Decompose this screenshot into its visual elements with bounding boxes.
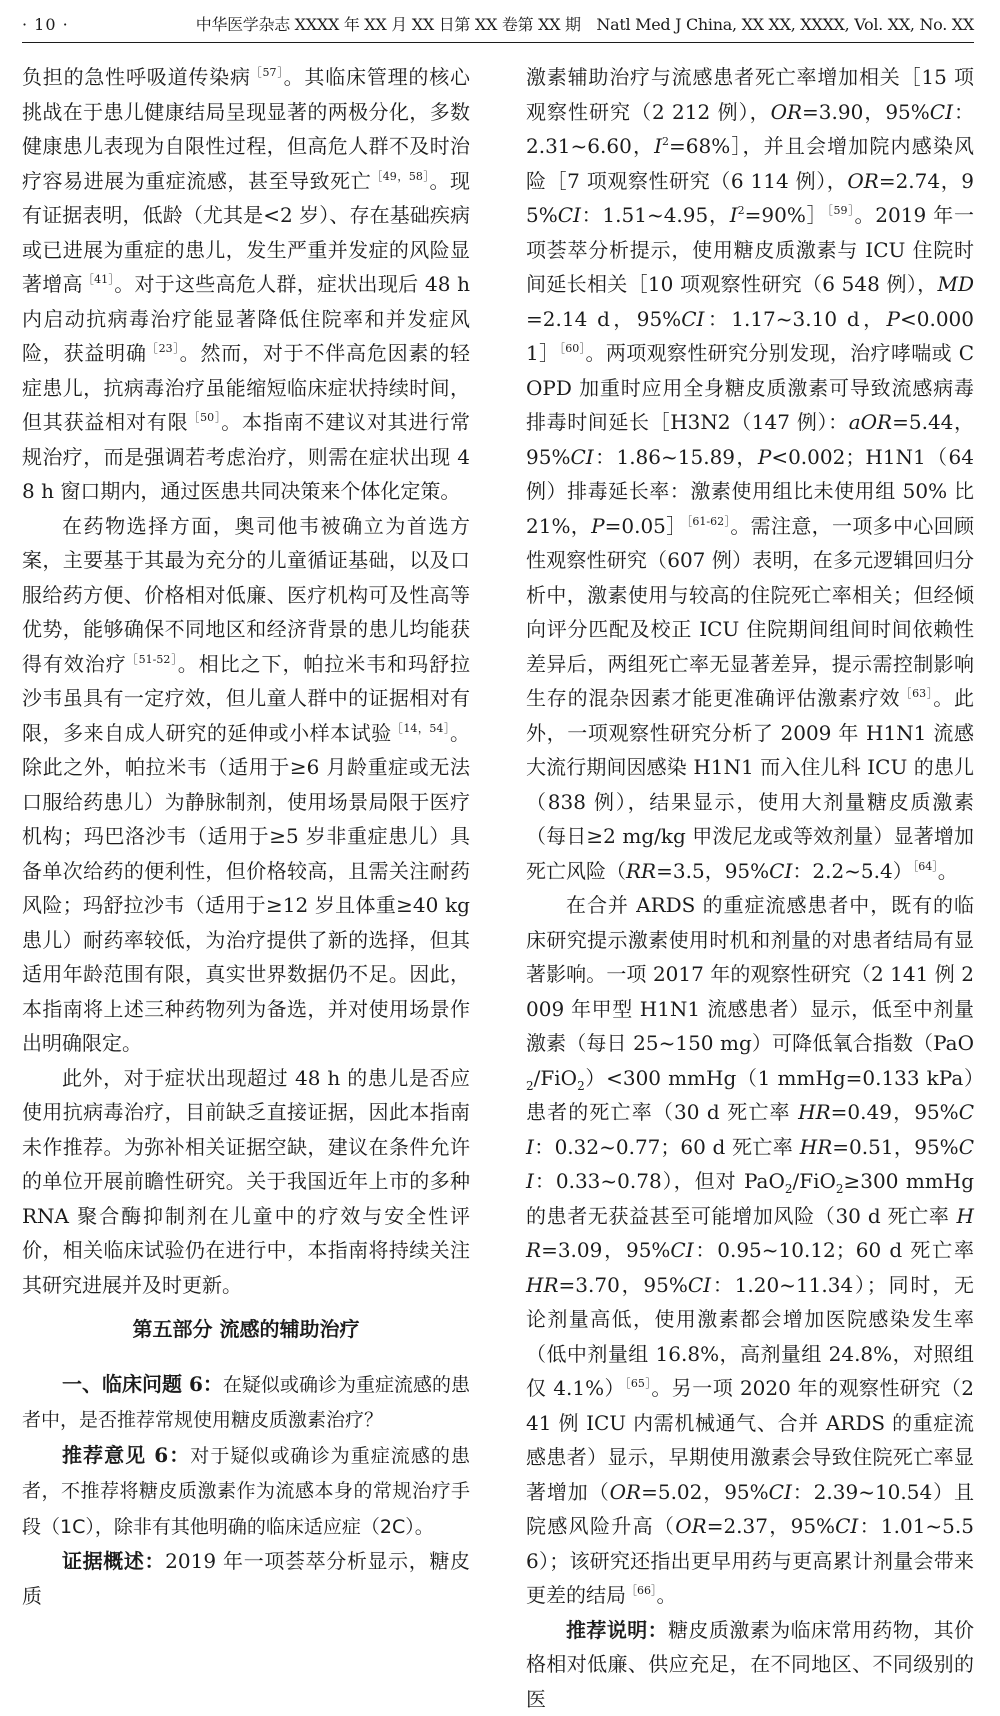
evidence-summary: 证据概述：2019 年一项荟萃分析显示，糖皮质 [22,1544,470,1613]
paragraph-ards: 在合并 ARDS 的重症流感患者中，既有的临床研究提示激素使用时机和剂量的对患者结局有显著影响。一项 2017 年的观察性研究（2 141 例 2009 年甲型 H1N1 流感患者）显示，低至中剂量激素（每日 25~150 mg）可降低氧合指数（PaO$_2$/FiO$_2$）<300 mmHg（1 mmHg=0.133 kPa）患者的死亡率（30 d 死亡率 HR=0.49，95%CI：0.32~0.77；60 d 死亡率 HR=0.51，95%CI：0.33~0.78），但对 PaO$_2$/FiO$_2$≥300 mmHg 的患者无获益甚至可能增加风险（30 d 死亡率 HR=3.09，95%CI：0.95~10.12；60 d 死亡率 HR=3.70，95%CI：1.20~11.34）；同时，无论剂量高低，使用激素都会增加医院感染发生率（低中剂量组 16.8%，高剂量组 24.8%，对照组仅 4.1%）$^{[65]}$。另一项 2020 年的观察性研究（241 例 ICU 内需机械通气、合并 ARDS 的重症流感患者）显示，早期使用激素会导致住院死亡率显著增加（OR=5.02，95%CI：2.39~10.54）且院感风险升高（OR=2.37，95%CI：1.01~5.56）；该研究还指出更早用药与更高累计剂量会带来更差的结局$^{[66]}$。 [526,888,974,1613]
left-column [22,60,470,1613]
clinical-question: 一、临床问题 6：在疑似或确诊为重症流感的患者中，是否推荐常规使用糖皮质激素治疗？ [22,1367,470,1438]
recommendation-explanation: 推荐说明：糖皮质激素为临床常用药物，其价格相对低廉、供应充足，在不同地区、不同级别的医 [526,1613,974,1716]
right-column [526,60,974,1716]
section-heading: 第五部分 流感的辅助治疗 [22,1312,470,1347]
page-number: · 10 · [22,8,69,42]
running-header [22,8,974,43]
paragraph-2: 在药物选择方面，奥司他韦被确立为首选方案，主要基于其最为充分的儿童循证基础，以及口服给药方便、价格相对低廉、医疗机构可及性高等优势，能够确保不同地区和经济背景的患儿均能获得有效治疗$^{[51-52]}$。相比之下，帕拉米韦和玛舒拉沙韦虽具有一定疗效，但儿童人群中的证据相对有限，多来自成人研究的延伸或小样本试验$^{[14,54]}$。除此之外，帕拉米韦（适用于≥6 月龄重症或无法口服给药患儿）为静脉制剂，使用场景局限于医疗机构；玛巴洛沙韦（适用于≥5 岁非重症患儿）具备单次给药的便利性，但价格较高，且需关注耐药风险；玛舒拉沙韦（适用于≥12 岁且体重≥40 kg 患儿）耐药率较低，为治疗提供了新的选择，但其适用年龄范围有限，真实世界数据仍不足。因此，本指南将上述三种药物列为备选，并对使用场景作出明确限定。 [22,509,470,1061]
paragraph-3: 此外，对于症状出现超过 48 h 的患儿是否应使用抗病毒治疗，目前缺乏直接证据，因此本指南未作推荐。为弥补相关证据空缺，建议在条件允许的单位开展前瞻性研究。关于我国近年上市的多种 RNA 聚合酶抑制剂在儿童中的疗效与安全性评价，相关临床试验仍在进行中，本指南将持续关注其研究进展并及时更新。 [22,1061,470,1303]
paragraph-1: 负担的急性呼吸道传染病$^{[57]}$。其临床管理的核心挑战在于患儿健康结局呈现显著的两极分化，多数健康患儿表现为自限性过程，但高危人群不及时治疗容易进展为重症流感，甚至导致死亡$^{[49,58]}$。现有证据表明，低龄（尤其是<2 岁）、存在基础疾病或已进展为重症的患儿，发生严重并发症的风险显著增高$^{[41]}$。对于这些高危人群，症状出现后 48 h 内启动抗病毒治疗能显著降低住院率和并发症风险，获益明确$^{[23]}$。然而，对于不伴高危因素的轻症患儿，抗病毒治疗虽能缩短临床症状持续时间，但其获益相对有限$^{[50]}$。本指南不建议对其进行常规治疗，而是强调若考虑治疗，则需在症状出现 48 h 窗口期内，通过医患共同决策来个体化定策。 [22,60,470,509]
recommendation: 推荐意见 6：对于疑似或确诊为重症流感的患者，不推荐将糖皮质激素作为流感本身的常规治疗手段（1C），除非有其他明确的临床适应症（2C）。 [22,1438,470,1545]
journal-citation: 中华医学杂志 XXXX 年 XX 月 XX 日第 XX 卷第 XX 期 Natl Med J China, XX XX, XXXX, Vol. XX, No. XX [196,8,974,42]
paragraph-evidence-cont: 激素辅助治疗与流感患者死亡率增加相关［15 项观察性研究（2 212 例），OR=3.90，95%CI：2.31~6.60，$I^2=68\%]$，并且会增加院内感染风险［7 项观察性研究（6 114 例），OR=2.74，95%CI：1.51~4.95，$I^2=90\%]^{[59]}$。2019 年一项荟萃分析提示，使用糖皮质激素与 ICU 住院时间延长相关［10 项观察性研究（6 548 例），MD=2.14 d，95%CI：1.17~3.10 d，P<0.000 1］$^{[60]}$。两项观察性研究分别发现，治疗哮喘或 COPD 加重时应用全身糖皮质激素可导致流感病毒排毒时间延长［H3N2（147 例）：aOR=5.44，95%CI：1.86~15.89，P<0.002；H1N1（64 例）排毒延长率：激素使用组比未使用组 50% 比 21%，P=0.05］$^{[61-62]}$。需注意，一项多中心回顾性观察性研究（607 例）表明，在多元逻辑回归分析中，激素使用与较高的住院死亡率相关；但经倾向评分匹配及校正 ICU 住院期间组间时间依赖性差异后，两组死亡率无显著差异，提示需控制影响生存的混杂因素才能更准确评估激素疗效$^{[63]}$。此外，一项观察性研究分析了 2009 年 H1N1 流感大流行期间因感染 H1N1 而入住儿科 ICU 的患儿（838 例），结果显示，使用大剂量糖皮质激素（每日≥2 mg/kg 甲泼尼龙或等效剂量）显著增加死亡风险（RR=3.5，95%CI：2.2~5.4）$^{[64]}$。 [526,60,974,888]
